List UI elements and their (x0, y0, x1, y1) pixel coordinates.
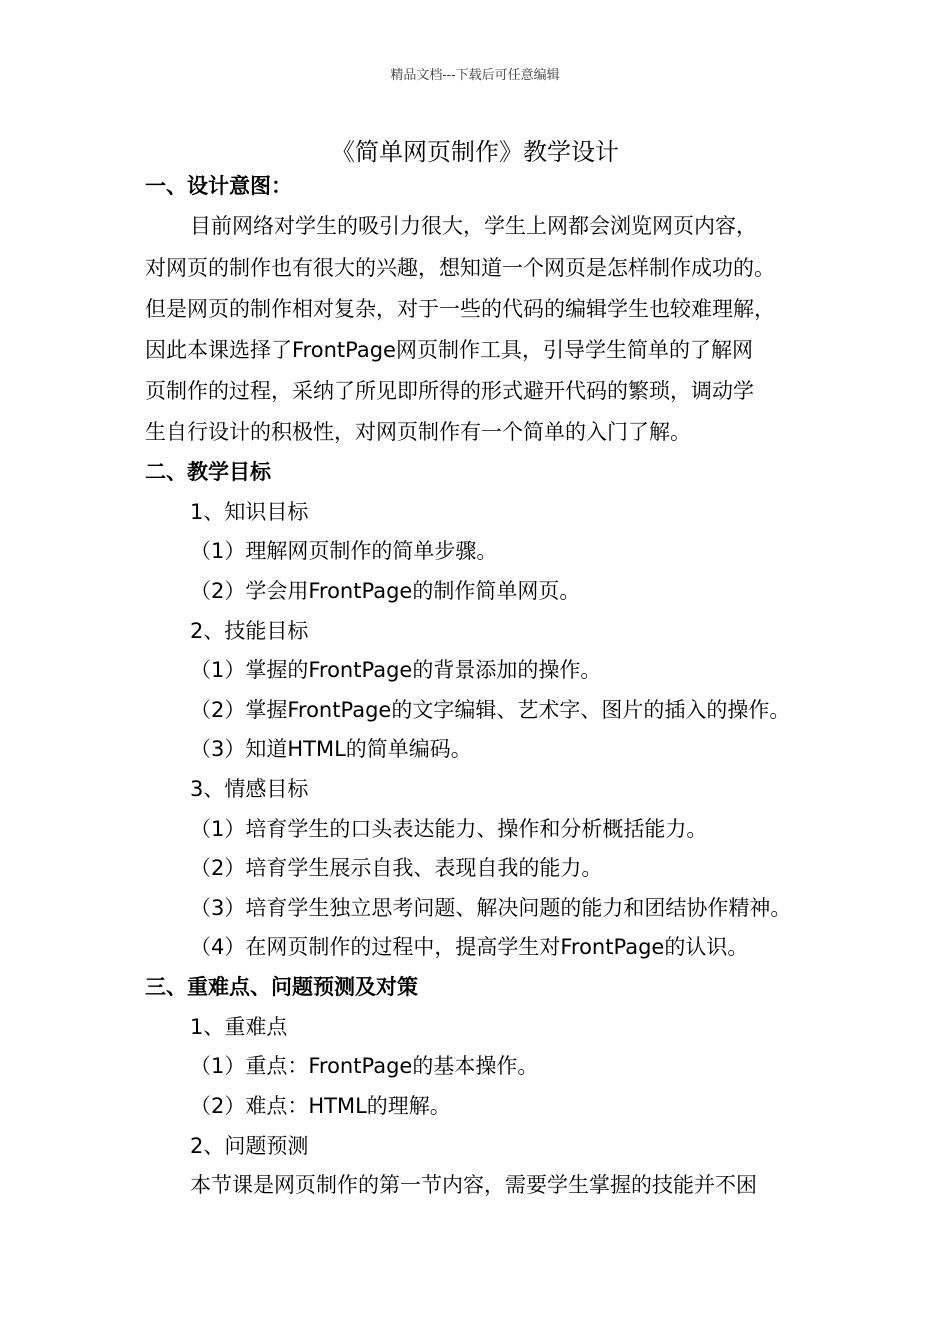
list-item: （1）掌握的FrontPage的背景添加的操作。 (190, 658, 602, 682)
paragraph-line: 但是网页的制作相对复杂，对于一些的代码的编辑学生也较难理解， (145, 297, 775, 321)
subsection-title-skills: 2、技能目标 (190, 619, 309, 643)
paragraph-line: 本节课是网页制作的第一节内容，需要学生掌握的技能并不困 (190, 1173, 757, 1197)
section-heading-design-intent: 一、设计意图： (145, 174, 292, 198)
subsection-title-emotion: 3、情感目标 (190, 777, 309, 801)
list-item: （4）在网页制作的过程中，提高学生对FrontPage的认识。 (190, 935, 749, 959)
subsection-title-knowledge: 1、知识目标 (190, 500, 309, 524)
list-item: （2）掌握FrontPage的文字编辑、艺术字、图片的插入的操作。 (190, 698, 791, 722)
header-note: 精品文档---下载后可任意编辑 (390, 68, 560, 83)
paragraph-line: 因此本课选择了FrontPage网页制作工具，引导学生简单的了解网 (145, 338, 753, 362)
list-item: （2）难点：HTML的理解。 (190, 1094, 451, 1118)
list-item: （2）学会用FrontPage的制作简单网页。 (190, 579, 581, 603)
list-item: （1）培育学生的口头表达能力、操作和分析概括能力。 (190, 817, 708, 841)
list-item: （3）培育学生独立思考问题、解决问题的能力和团结协作精神。 (190, 896, 792, 920)
section-heading-key-difficulties: 三、重难点、问题预测及对策 (145, 975, 418, 999)
list-item: （1）重点：FrontPage的基本操作。 (190, 1054, 539, 1078)
list-item: （2）培育学生展示自我、表现自我的能力。 (190, 856, 603, 880)
paragraph-line: 生自行设计的积极性，对网页制作有一个简单的入门了解。 (145, 420, 691, 444)
paragraph-line: 目前网络对学生的吸引力很大，学生上网都会浏览网页内容， (190, 214, 757, 238)
paragraph-line: 页制作的过程，采纳了所见即所得的形式避开代码的繁琐，调动学 (145, 379, 754, 403)
subsection-title-keypoints: 1、重难点 (190, 1015, 288, 1039)
section-heading-teaching-goals: 二、教学目标 (145, 460, 271, 484)
paragraph-line: 对网页的制作也有很大的兴趣，想知道一个网页是怎样制作成功的。 (145, 256, 775, 280)
subsection-title-prediction: 2、问题预测 (190, 1134, 309, 1158)
list-item: （1）理解网页制作的简单步骤。 (190, 539, 498, 563)
document-title: 《简单网页制作》教学设计 (331, 138, 619, 166)
list-item: （3）知道HTML的简单编码。 (190, 737, 472, 761)
